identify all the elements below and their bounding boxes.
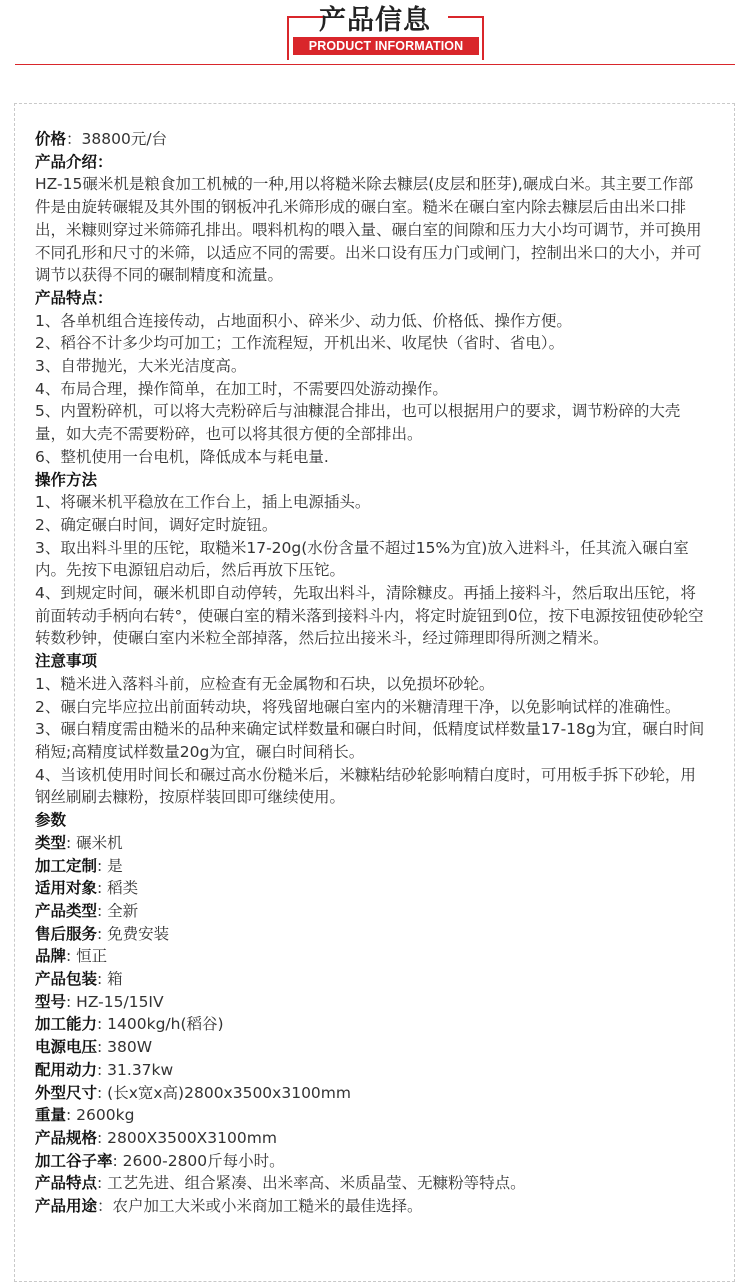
param-row (35, 1172, 705, 1195)
param-label: 外型尺寸 (35, 1083, 98, 1102)
param-value: : 恒正 (66, 947, 108, 966)
param-row (35, 855, 705, 878)
features-heading: 产品特点： (35, 288, 113, 307)
param-label: 品牌 (35, 947, 67, 966)
param-label: 产品类型 (35, 901, 98, 920)
section-subtitle: PRODUCT INFORMATION (308, 39, 464, 53)
param-row (35, 1127, 705, 1150)
param-value: : 1400kg/h(稻谷) (97, 1015, 224, 1034)
param-value: : 380W (97, 1038, 153, 1057)
feature-item: 4、布局合理，操作简单，在加工时，不需要四处游动操作。 (35, 379, 448, 398)
note-item: 1、糙米进入落料斗前，应检查有无金属物和石块，以免损坏砂轮。 (35, 674, 495, 693)
param-label: 电源电压 (35, 1038, 98, 1057)
note-item: 4、当该机使用时间长和碾过高水份糙米后，米糠粘结砂轮影响精白度时，可用板手拆下砂轮，用钢丝刷刷去糠粉，按原样装回即可继续使用。 (35, 765, 696, 807)
param-value: : 工艺先进、组合紧凑、出米率高、米质晶莹、无糠粉等特点。 (97, 1174, 526, 1193)
section-header (0, 0, 750, 66)
param-row (35, 900, 705, 923)
param-label: 配用动力 (35, 1060, 98, 1079)
param-row (35, 1150, 705, 1173)
param-label: 售后服务 (35, 924, 98, 943)
feature-item: 3、自带抛光，大米光洁度高。 (35, 357, 247, 376)
param-value: : 箱 (97, 970, 123, 989)
header-divider (15, 64, 735, 65)
param-row (35, 991, 705, 1014)
param-value: : 全新 (97, 901, 139, 920)
operation-heading: 操作方法 (35, 470, 98, 489)
param-row (35, 968, 705, 991)
param-row (35, 877, 705, 900)
param-label: 适用对象 (35, 879, 98, 898)
param-row (35, 1082, 705, 1105)
param-value: : 免费安装 (97, 924, 170, 943)
feature-item: 1、各单机组合连接传动，占地面积小、碎米少、动力低、价格低、操作方便。 (35, 311, 572, 330)
price-line (35, 128, 705, 151)
param-label: 产品包装 (35, 970, 98, 989)
operation-item: 4、到规定时间，碾米机即自动停转，先取出料斗，清除糠皮。再插上接料斗，然后取出压铊，将前面转动手柄向右转°，使碾白室的精米落到接料斗内，将定时旋钮到0位，按下电源按钮使砂轮空转数秒钟，使碾白室内米粒全部掉落，然后拉出接米斗，经过筛理即得所测之精米。 (35, 584, 704, 648)
param-label: 加工能力 (35, 1015, 98, 1034)
feature-item: 6、整机使用一台电机，降低成本与耗电量. (35, 447, 329, 466)
feature-item: 5、内置粉碎机，可以将大壳粉碎后与油糠混合排出，也可以根据用户的要求，调节粉碎的大壳量，如大壳不需要粉碎，也可以将其很方便的全部排出。 (35, 402, 681, 444)
operation-item: 2、确定碾白时间，调好定时旋钮。 (35, 515, 278, 534)
price-value: ：38800元/台 (66, 130, 168, 148)
param-row (35, 1036, 705, 1059)
param-value: : 2800X3500X3100mm (97, 1128, 277, 1147)
params-heading: 参数 (35, 811, 67, 830)
param-label: 产品特点 (35, 1174, 98, 1193)
param-label: 重量 (35, 1106, 67, 1125)
param-value: ：农户加工大米或小米商加工糙米的最佳选择。 (97, 1197, 423, 1216)
param-label: 加工定制 (35, 856, 98, 875)
price-label: 价格 (35, 130, 67, 148)
param-value: : HZ-15/15IV (66, 992, 164, 1011)
param-value: : 2600-2800斤每小时。 (112, 1151, 285, 1170)
param-value: : 是 (97, 856, 123, 875)
param-row (35, 1195, 705, 1218)
param-label: 型号 (35, 992, 67, 1011)
param-value: : 2600kg (66, 1106, 135, 1125)
param-row (35, 945, 705, 968)
operation-item: 3、取出料斗里的压铊，取糙米17-20g(水份含量不超过15%为宜)放入进料斗，任其流入碾白室内。先按下电源钮启动后，然后再放下压铊。 (35, 538, 689, 580)
operation-item: 1、将碾米机平稳放在工作台上，插上电源插头。 (35, 493, 371, 512)
notes-heading: 注意事项 (35, 652, 98, 671)
param-value: : 碾米机 (66, 833, 123, 852)
note-item: 2、碾白完毕应拉出前面转动块，将残留地碾白室内的米糖清理干净，以免影响试样的准确性。 (35, 697, 681, 716)
param-row (35, 1013, 705, 1036)
param-label: 加工谷子率 (35, 1151, 113, 1170)
note-item: 3、碾白精度需由糙米的品种来确定试样数量和碾白时间，低精度试样数量17-18g为宜，碾白时间稍短;高精度试样数量20g为宜，碾白时间稍长。 (35, 720, 705, 761)
intro-text: HZ-15碾米机是粮食加工机械的一种,用以将糙米除去糠层(皮层和胚芽),碾成白米。其主要工作部件是由旋转碾辊及其外围的钢板冲孔米筛形成的碾白室。糙米在碾白室内除去糠层后由出米口排出，米糠则穿过米筛筛孔排出。喂料机构的喂入量、碾白室的间隙和压力大小均可调节，并可换用不同孔形和尺寸的米筛，以适应不同的需要。出米口设有压力门或闸门，控制出米口的大小，并可调节以获得不同的碾制精度和流量。 (35, 175, 702, 285)
param-row (35, 832, 705, 855)
param-value: : 31.37kw (97, 1060, 174, 1079)
product-description (35, 128, 705, 1218)
param-row (35, 1104, 705, 1127)
param-label: 产品规格 (35, 1128, 98, 1147)
section-title: 产品信息 (319, 5, 431, 36)
feature-item: 2、稻谷不计多少均可加工；工作流程短，开机出米、收尾快（省时、省电）。 (35, 334, 565, 353)
param-row (35, 1059, 705, 1082)
param-label: 产品用途 (35, 1197, 98, 1216)
param-row (35, 923, 705, 946)
intro-heading: 产品介绍： (35, 152, 113, 171)
param-label: 类型 (35, 833, 67, 852)
param-value: : (长x宽x高)2800x3500x3100mm (97, 1083, 351, 1102)
param-value: : 稻类 (97, 879, 139, 898)
